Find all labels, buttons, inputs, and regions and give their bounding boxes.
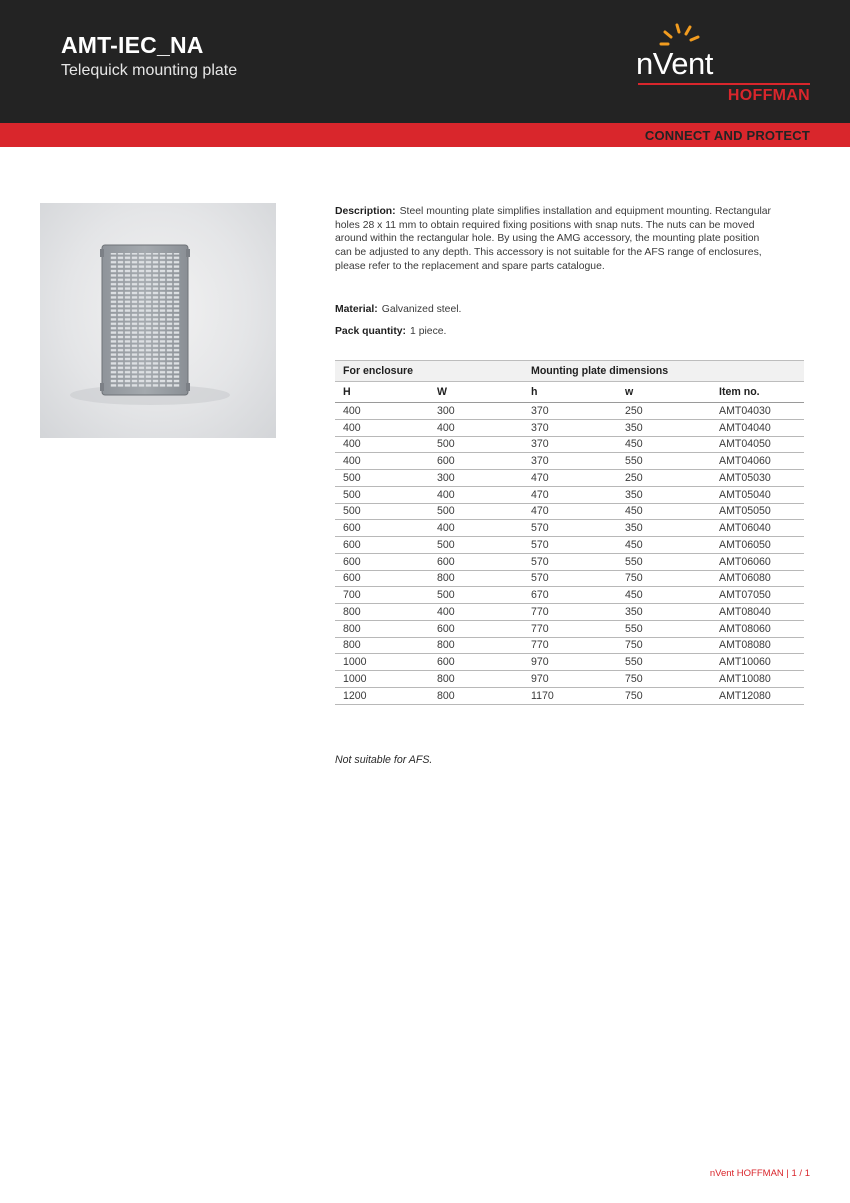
- table-cell: AMT10080: [711, 671, 804, 688]
- nvent-hoffman-logo: [630, 20, 820, 110]
- table-cell: 700: [335, 587, 429, 604]
- table-cell: AMT05040: [711, 486, 804, 503]
- table-cell: 800: [335, 620, 429, 637]
- table-cell: AMT06050: [711, 537, 804, 554]
- table-cell: 400: [429, 604, 523, 621]
- table-cell: 800: [335, 637, 429, 654]
- table-cell: 550: [617, 453, 711, 470]
- column-header: w: [617, 382, 711, 403]
- table-cell: 500: [429, 587, 523, 604]
- table-cell: 570: [523, 520, 617, 537]
- table-cell: 750: [617, 570, 711, 587]
- column-header: h: [523, 382, 617, 403]
- table-cell: 570: [523, 553, 617, 570]
- material-line: [335, 303, 461, 317]
- table-cell: 750: [617, 671, 711, 688]
- table-cell: 750: [617, 687, 711, 704]
- table-cell: 370: [523, 419, 617, 436]
- table-cell: 470: [523, 486, 617, 503]
- table-cell: 600: [335, 553, 429, 570]
- table-cell: 500: [429, 537, 523, 554]
- table-cell: 800: [429, 570, 523, 587]
- table-cell: AMT06060: [711, 553, 804, 570]
- table-cell: 800: [335, 604, 429, 621]
- table-cell: 970: [523, 671, 617, 688]
- mounting-plate-illustration: [40, 203, 276, 438]
- tagline-bar: [0, 123, 850, 147]
- table-cell: 300: [429, 470, 523, 487]
- description-label: Description:: [335, 206, 396, 217]
- table-cell: 350: [617, 520, 711, 537]
- tagline: CONNECT AND PROTECT: [644, 128, 810, 143]
- column-header: Item no.: [711, 382, 804, 403]
- pack-quantity-line: [335, 325, 446, 339]
- table-cell: 600: [429, 620, 523, 637]
- group-header-enclosure: For enclosure: [335, 361, 523, 382]
- table-cell: AMT04030: [711, 403, 804, 420]
- dimensions-table: [335, 360, 804, 705]
- table-cell: AMT06040: [711, 520, 804, 537]
- table-cell: AMT07050: [711, 587, 804, 604]
- table-cell: 450: [617, 587, 711, 604]
- table-cell: 470: [523, 470, 617, 487]
- table-cell: 400: [429, 419, 523, 436]
- table-cell: 600: [429, 654, 523, 671]
- table-cell: 300: [429, 403, 523, 420]
- table-cell: 350: [617, 486, 711, 503]
- table-row: [335, 587, 804, 604]
- table-cell: 600: [429, 553, 523, 570]
- description-text: Steel mounting plate simplifies installation and equipment mounting. Rectangular holes 28 x 11 mm to obtain required fixing positions with snap nuts. The nuts can be moved around within the rectangular hole. By using the AMG accessory, the mounting plate position can be adjusted to any depth. This accessory is not suitable for the AFS range of enclosures, please refer to the replacement and spare parts catalogue.: [335, 206, 772, 272]
- table-cell: 450: [617, 537, 711, 554]
- table-row: [335, 503, 804, 520]
- table-cell: 370: [523, 436, 617, 453]
- dimensions-table-container: [335, 360, 804, 705]
- table-row: [335, 687, 804, 704]
- table-cell: AMT08040: [711, 604, 804, 621]
- table-cell: 500: [335, 486, 429, 503]
- page-subtitle: Telequick mounting plate: [61, 62, 238, 79]
- table-cell: 550: [617, 553, 711, 570]
- column-header: W: [429, 382, 523, 403]
- table-cell: 250: [617, 403, 711, 420]
- table-cell: 600: [335, 520, 429, 537]
- table-cell: 400: [429, 520, 523, 537]
- table-row: [335, 520, 804, 537]
- table-row: [335, 637, 804, 654]
- table-row: [335, 470, 804, 487]
- table-cell: 970: [523, 654, 617, 671]
- table-cell: AMT08060: [711, 620, 804, 637]
- table-cell: 550: [617, 620, 711, 637]
- description-paragraph: [335, 205, 775, 274]
- table-cell: 500: [335, 503, 429, 520]
- logo-wordmark: nVent: [636, 46, 713, 81]
- note-text: Not suitable for AFS.: [335, 754, 433, 766]
- table-cell: 800: [429, 671, 523, 688]
- table-cell: 800: [429, 637, 523, 654]
- logo-divider: [638, 83, 810, 85]
- page-footer: nVent HOFFMAN | 1 / 1: [709, 1168, 810, 1179]
- table-cell: 770: [523, 637, 617, 654]
- table-cell: 570: [523, 537, 617, 554]
- table-cell: 500: [429, 436, 523, 453]
- table-cell: 400: [335, 419, 429, 436]
- table-cell: 750: [617, 637, 711, 654]
- table-cell: 600: [335, 537, 429, 554]
- table-row: [335, 570, 804, 587]
- table-cell: AMT08080: [711, 637, 804, 654]
- table-cell: 470: [523, 503, 617, 520]
- table-cell: 400: [335, 403, 429, 420]
- logo-brand: HOFFMAN: [727, 87, 810, 104]
- material-value: Galvanized steel.: [381, 304, 462, 315]
- table-cell: 600: [335, 570, 429, 587]
- table-row: [335, 537, 804, 554]
- table-row: [335, 436, 804, 453]
- table-row: [335, 486, 804, 503]
- table-column-header-row: [335, 382, 804, 403]
- table-row: [335, 403, 804, 420]
- table-cell: 450: [617, 503, 711, 520]
- table-cell: 500: [335, 470, 429, 487]
- table-cell: 570: [523, 570, 617, 587]
- column-header: H: [335, 382, 429, 403]
- material-label: Material:: [335, 304, 378, 315]
- table-cell: AMT04050: [711, 436, 804, 453]
- table-cell: 350: [617, 604, 711, 621]
- table-row: [335, 419, 804, 436]
- table-cell: AMT06080: [711, 570, 804, 587]
- page-header: [0, 0, 850, 123]
- table-cell: 1170: [523, 687, 617, 704]
- table-cell: 400: [335, 453, 429, 470]
- pack-quantity-value: 1 piece.: [410, 326, 447, 337]
- table-cell: 1000: [335, 654, 429, 671]
- product-image: [40, 203, 276, 438]
- table-cell: AMT05050: [711, 503, 804, 520]
- table-row: [335, 671, 804, 688]
- page-title: AMT-IEC_NA: [61, 32, 204, 58]
- table-cell: 800: [429, 687, 523, 704]
- table-cell: AMT05030: [711, 470, 804, 487]
- table-cell: 770: [523, 620, 617, 637]
- table-cell: 600: [429, 453, 523, 470]
- table-row: [335, 553, 804, 570]
- table-cell: 400: [429, 486, 523, 503]
- table-group-header-row: [335, 361, 804, 382]
- table-cell: 670: [523, 587, 617, 604]
- product-details: [335, 205, 805, 337]
- pack-quantity-label: Pack quantity:: [335, 326, 407, 337]
- table-cell: AMT12080: [711, 687, 804, 704]
- table-cell: 370: [523, 403, 617, 420]
- table-cell: 1000: [335, 671, 429, 688]
- table-cell: AMT04040: [711, 419, 804, 436]
- table-row: [335, 654, 804, 671]
- table-cell: 500: [429, 503, 523, 520]
- group-header-plate-dimensions: Mounting plate dimensions: [523, 361, 804, 382]
- table-cell: 550: [617, 654, 711, 671]
- table-cell: AMT10060: [711, 654, 804, 671]
- table-row: [335, 453, 804, 470]
- table-cell: 350: [617, 419, 711, 436]
- table-row: [335, 604, 804, 621]
- table-cell: 1200: [335, 687, 429, 704]
- table-cell: 370: [523, 453, 617, 470]
- table-row: [335, 620, 804, 637]
- table-cell: 770: [523, 604, 617, 621]
- table-cell: 250: [617, 470, 711, 487]
- table-cell: 450: [617, 436, 711, 453]
- table-cell: AMT04060: [711, 453, 804, 470]
- table-cell: 400: [335, 436, 429, 453]
